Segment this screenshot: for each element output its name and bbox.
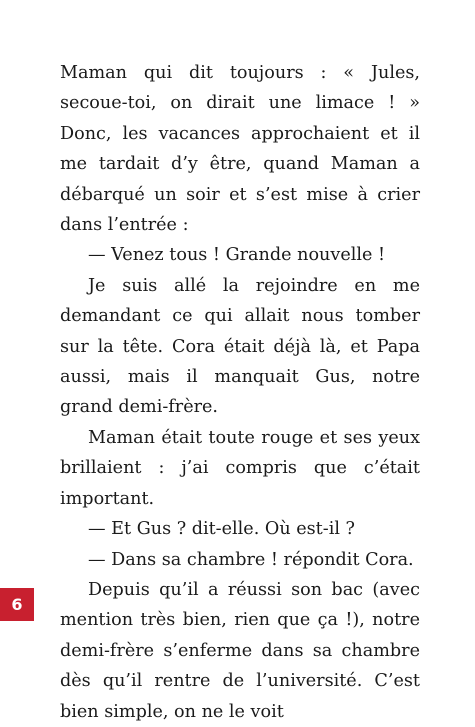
page-number-badge: 6 (0, 588, 34, 621)
paragraph: Maman était toute rouge et ses yeux brillaient : j’ai compris que c’était important. (60, 427, 420, 509)
paragraph: — Dans sa chambre ! répondit Cora. (88, 549, 414, 570)
paragraph: — Venez tous ! Grande nouvelle ! (88, 245, 386, 266)
paragraph: — Et Gus ? dit-elle. Où est-il ? (88, 519, 355, 540)
body-text (60, 58, 420, 727)
paragraph: Depuis qu’il a réussi son bac (avec mention très bien, rien que ça !), notre demi-frère s’enferme dans sa chambre dès qu’il rentre de l’université. C’est bien simple, on ne le voit (60, 579, 420, 722)
paragraph: Maman qui dit toujours : « Jules, secoue-toi, on dirait une limace ! » Donc, les vacances approchaient et il me tardait d’y être, quand Maman a débarqué un soir et s’est mise à crier dans l’entrée : (60, 63, 420, 236)
paragraph: Je suis allé la rejoindre en me demandant ce qui allait nous tomber sur la tête. Cora était déjà là, et Papa aussi, mais il manquait Gus, notre grand demi-frère. (60, 275, 420, 418)
